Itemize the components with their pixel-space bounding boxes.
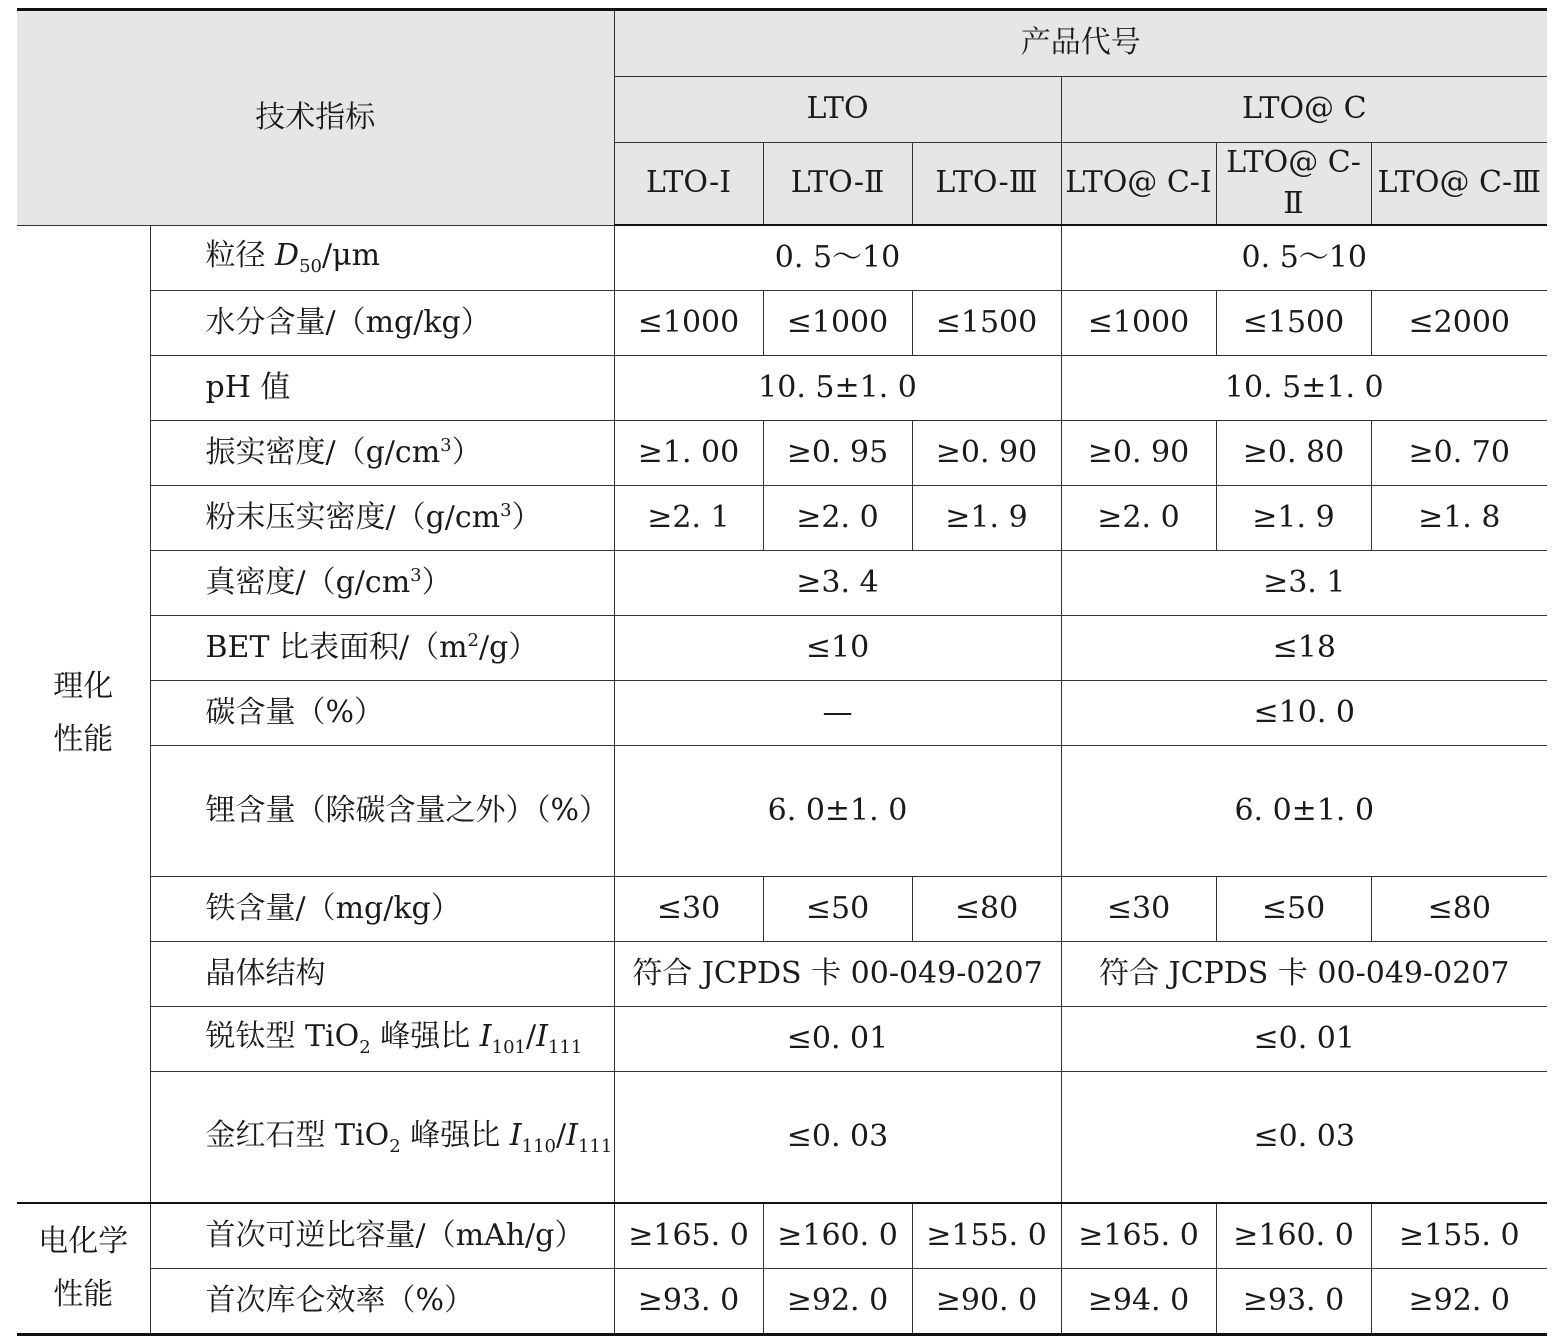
value-cell: ≥0. 90 [912,421,1061,486]
value-cell: ≥94. 0 [1061,1269,1216,1335]
family-header-lto: LTO [614,77,1061,143]
value-cell: ≤50 [763,877,912,942]
value-cell: 符合 JCPDS 卡 00-049-0207 [614,942,1061,1007]
value-cell: ≥165. 0 [614,1203,763,1269]
table-row [17,486,1547,551]
table-row [17,746,1547,877]
value-cell: — [614,681,1061,746]
row-label-carbon: 碳含量（%） [150,681,614,746]
value-cell: ≤1500 [1216,291,1371,356]
value-cell: ≤80 [1371,877,1547,942]
tech-index-header: 技术指标 [17,10,614,226]
value-cell: 符合 JCPDS 卡 00-049-0207 [1061,942,1547,1007]
table-row [17,291,1547,356]
value-cell: ≥155. 0 [1371,1203,1547,1269]
value-cell: 6. 0±1. 0 [614,746,1061,877]
group-label-line: 性能 [53,1276,114,1312]
value-cell: ≥0. 80 [1216,421,1371,486]
value-cell: ≤10. 0 [1061,681,1547,746]
table-body [17,225,1547,1335]
value-cell: ≥93. 0 [614,1269,763,1335]
product-header-lto-1: LTO-Ⅰ [614,143,763,226]
product-header-ltoc-2: LTO@ C-Ⅱ [1216,143,1371,226]
row-label-rutile: 金红石型 TiO$_2$ 峰强比 $I_{110}/I_{111}$ [150,1072,614,1204]
value-cell: 10. 5±1. 0 [614,356,1061,421]
value-cell: 0. 5～10 [614,225,1061,291]
spec-table-container [17,8,1547,1336]
table-row [17,1072,1547,1204]
product-code-header: 产品代号 [614,10,1547,77]
row-label-true-density: 真密度$/(g/cm^3)$ [150,551,614,616]
value-cell: ≥90. 0 [912,1269,1061,1335]
value-cell: ≤10 [614,616,1061,681]
value-cell: ≤18 [1061,616,1547,681]
family-header-ltoc: LTO@ C [1061,77,1547,143]
row-label-iron: 铁含量/（mg/kg） [150,877,614,942]
value-cell: ≥3. 4 [614,551,1061,616]
row-label-moisture: 水分含量/（mg/kg） [150,291,614,356]
value-cell: ≥1. 8 [1371,486,1547,551]
value-cell: ≥1. 9 [1216,486,1371,551]
table-row [17,877,1547,942]
product-header-lto-2: LTO-Ⅱ [763,143,912,226]
value-cell: ≤0. 03 [614,1072,1061,1204]
value-cell: ≥2. 1 [614,486,763,551]
value-cell: ≥92. 0 [1371,1269,1547,1335]
row-label-bet: BET 比表面积$/(m^2/g)$ [150,616,614,681]
value-cell: 10. 5±1. 0 [1061,356,1547,421]
value-cell: ≤30 [614,877,763,942]
value-cell: ≥2. 0 [1061,486,1216,551]
value-cell: ≥160. 0 [763,1203,912,1269]
table-row [17,942,1547,1007]
product-header-ltoc-1: LTO@ C-Ⅰ [1061,143,1216,226]
value-cell: ≥160. 0 [1216,1203,1371,1269]
value-cell: ≥1. 00 [614,421,763,486]
row-label-powder-compact-density: 粉末压实密度$/(g/cm^3)$ [150,486,614,551]
value-cell: ≤1500 [912,291,1061,356]
table-row [17,1007,1547,1072]
value-cell: ≤30 [1061,877,1216,942]
value-cell: ≥0. 95 [763,421,912,486]
row-label-anatase: 锐钛型 TiO$_2$ 峰强比 $I_{101}/I_{111}$ [150,1007,614,1072]
group-label-line: 性能 [53,721,114,757]
row-label-lithium: 锂含量（除碳含量之外）（%） [150,746,614,877]
row-label-crystal: 晶体结构 [150,942,614,1007]
row-label-first-efficiency: 首次库仑效率（%） [150,1269,614,1335]
value-cell: ≥93. 0 [1216,1269,1371,1335]
row-label-particle-size: 粒径 $D_{50}/\mu m$ [150,225,614,291]
row-label-first-capacity: 首次可逆比容量/（mAh/g） [150,1203,614,1269]
group-label-line: 理化 [53,669,114,705]
table-row [17,225,1547,291]
value-cell: ≤0. 01 [1061,1007,1547,1072]
group-physchem [17,225,150,1203]
table-row [17,356,1547,421]
group-label-line: 电化学 [38,1224,129,1259]
value-cell: ≥92. 0 [763,1269,912,1335]
value-cell: ≥2. 0 [763,486,912,551]
table-row [17,681,1547,746]
value-cell: ≥165. 0 [1061,1203,1216,1269]
product-header-lto-3: LTO-Ⅲ [912,143,1061,226]
value-cell: 6. 0±1. 0 [1061,746,1547,877]
product-header-ltoc-3: LTO@ C-Ⅲ [1371,143,1547,226]
row-label-ph: pH 值 [150,356,614,421]
table-header [17,10,1547,226]
row-label-tap-density: 振实密度$/(g/cm^3)$ [150,421,614,486]
value-cell: ≥0. 70 [1371,421,1547,486]
table-row [17,1269,1547,1335]
value-cell: ≤1000 [614,291,763,356]
table-row [17,1203,1547,1269]
table-row [17,421,1547,486]
value-cell: ≤0. 03 [1061,1072,1547,1204]
value-cell: ≤0. 01 [614,1007,1061,1072]
table-row [17,551,1547,616]
value-cell: ≤50 [1216,877,1371,942]
value-cell: ≤1000 [763,291,912,356]
value-cell: ≥1. 9 [912,486,1061,551]
group-electrochem [17,1203,150,1335]
table-row [17,616,1547,681]
value-cell: ≥3. 1 [1061,551,1547,616]
spec-table [17,8,1547,1336]
value-cell: ≤1000 [1061,291,1216,356]
value-cell: ≤80 [912,877,1061,942]
value-cell: ≥0. 90 [1061,421,1216,486]
value-cell: ≥155. 0 [912,1203,1061,1269]
value-cell: ≤2000 [1371,291,1547,356]
value-cell: 0. 5～10 [1061,225,1547,291]
